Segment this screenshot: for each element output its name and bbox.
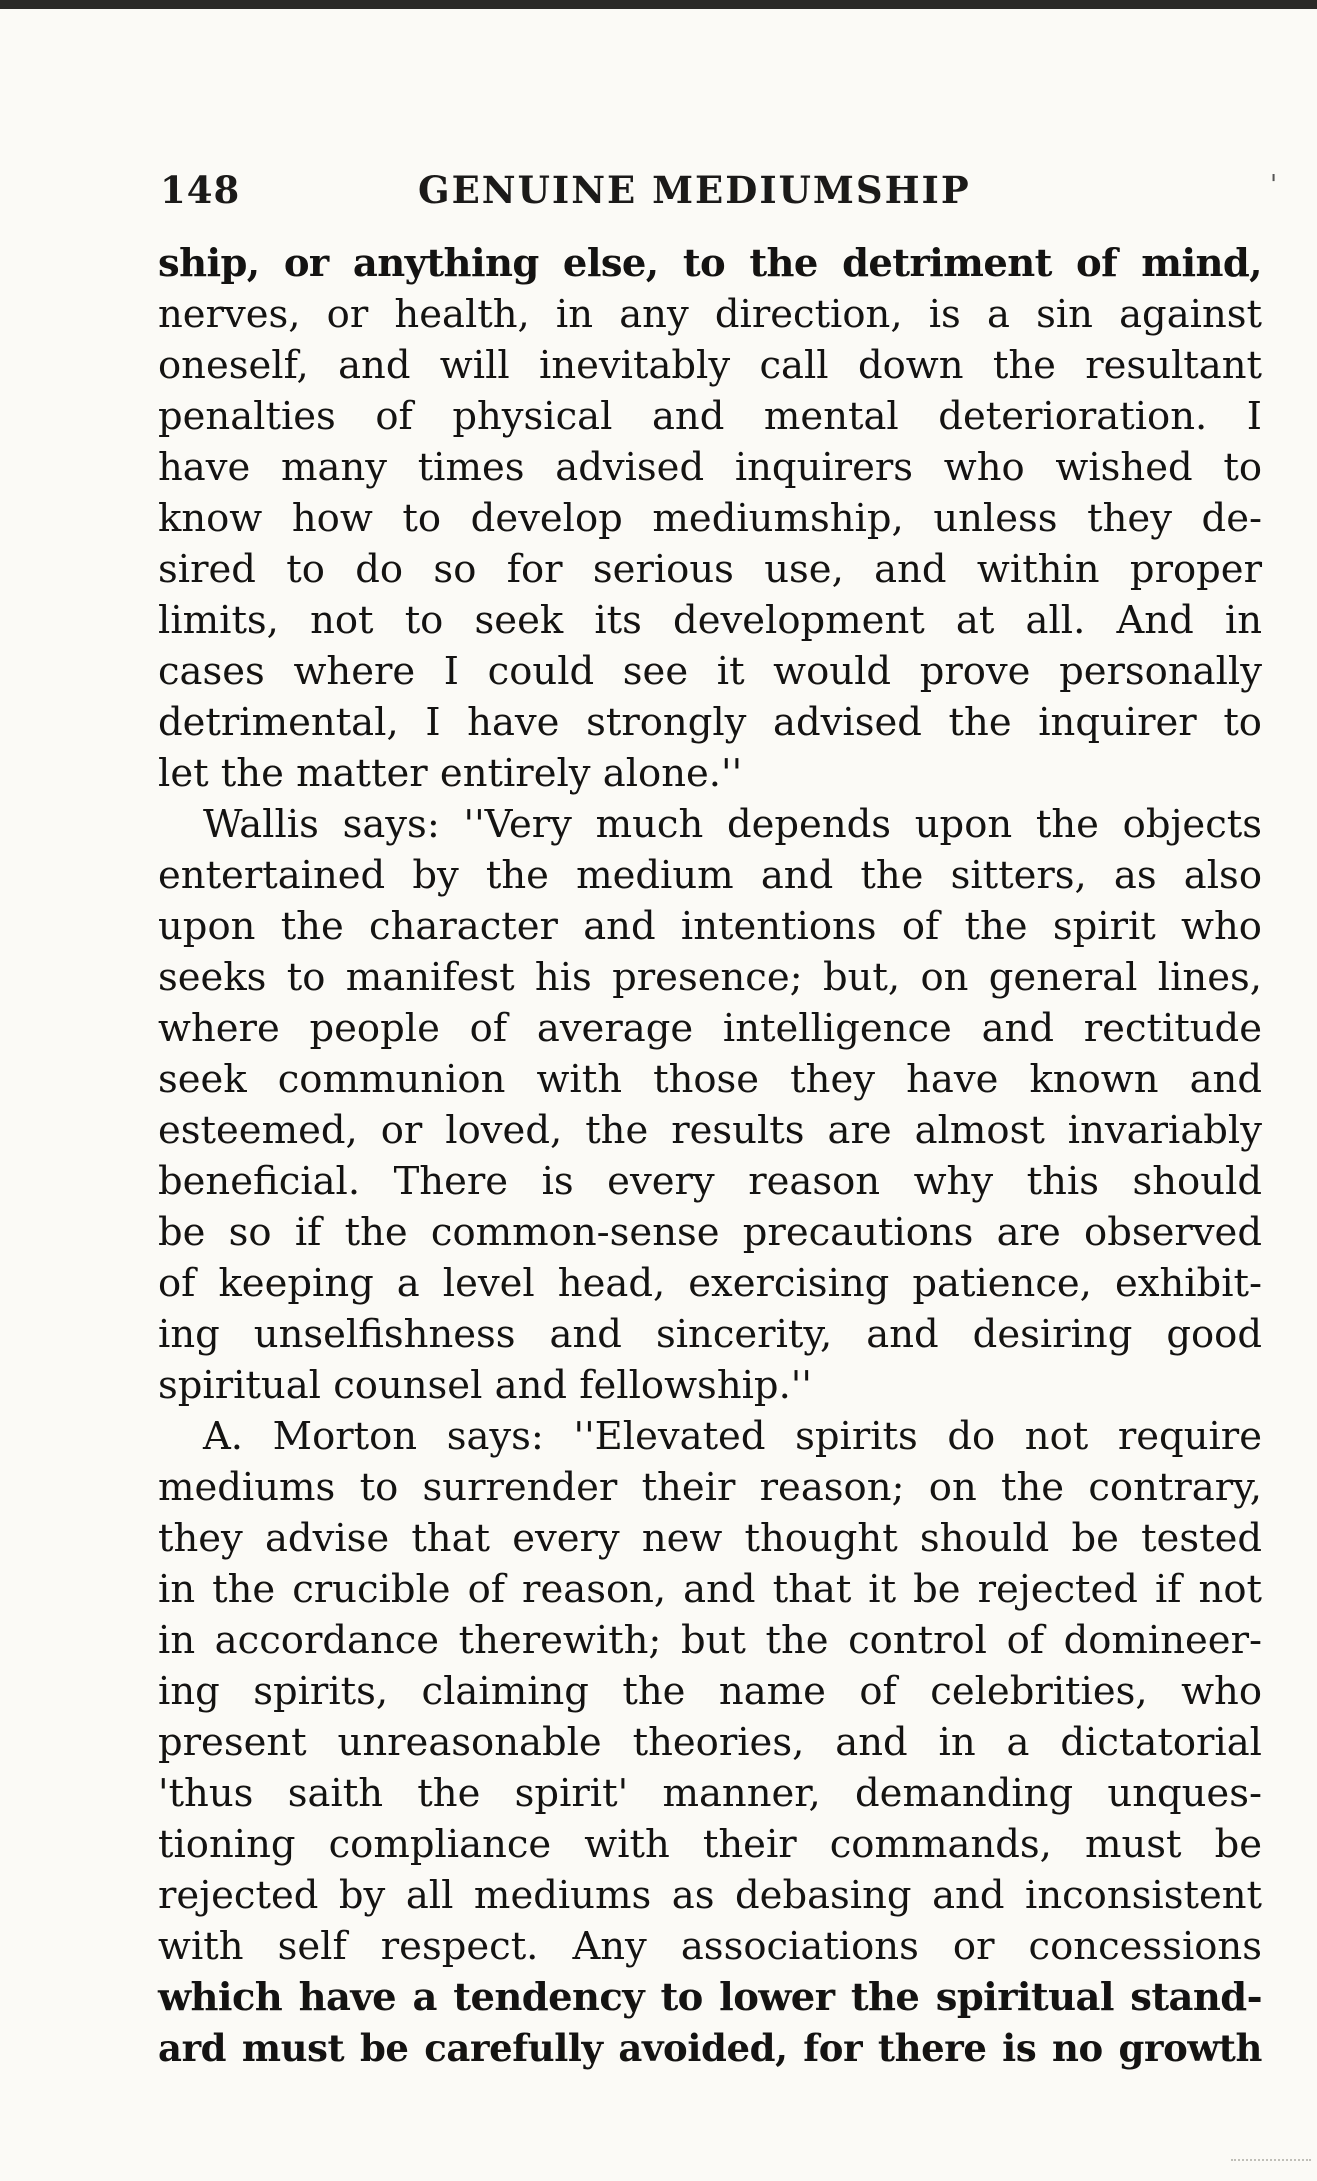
text-line: know how to develop mediumship, unless they de- (158, 496, 1262, 541)
text-line: seeks to manifest his presence; but, on general lines, (158, 955, 1262, 1000)
text-line: beneficial. There is every reason why this should (158, 1159, 1262, 1204)
text-line: upon the character and intentions of the spirit who (158, 904, 1262, 949)
text-line: with self respect. Any associations or concessions (158, 1924, 1262, 1969)
text-line: Wallis says: ''Very much depends upon the objects (203, 802, 1262, 847)
text-line: rejected by all mediums as debasing and inconsistent (158, 1873, 1262, 1918)
paragraph-1 (158, 238, 1262, 799)
text-line: 'thus saith the spirit' manner, demanding unques- (158, 1771, 1262, 1816)
text-line: esteemed, or loved, the results are almost invariably (158, 1108, 1262, 1153)
header-mark: ' (1270, 170, 1278, 200)
text-line: ing unselfishness and sincerity, and desiring good (158, 1312, 1262, 1357)
text-line: seek communion with those they have known and (158, 1057, 1262, 1102)
text-line: have many times advised inquirers who wished to (158, 445, 1262, 490)
text-line: be so if the common-sense precautions are observed (158, 1210, 1262, 1255)
text-line: tioning compliance with their commands, must be (158, 1822, 1262, 1867)
text-line: ing spirits, claiming the name of celebrities, who (158, 1669, 1262, 1714)
running-header (160, 166, 1278, 214)
paragraph-3 (158, 1411, 1262, 2074)
text-line: penalties of physical and mental deterioration. I (158, 394, 1262, 439)
text-line: detrimental, I have strongly advised the inquirer to (158, 700, 1262, 745)
text-line: in the crucible of reason, and that it be rejected if not (158, 1567, 1262, 1612)
paragraph-2 (158, 799, 1262, 1411)
text-line: limits, not to seek its development at all. And in (158, 598, 1262, 643)
text-line: nerves, or health, in any direction, is a sin against (158, 292, 1262, 337)
text-line: sired to do so for serious use, and within proper (158, 547, 1262, 592)
text-line: let the matter entirely alone.'' (158, 751, 743, 796)
page-number: 148 (160, 168, 241, 212)
text-line: entertained by the medium and the sitters, as also (158, 853, 1262, 898)
text-line: A. Morton says: ''Elevated spirits do not require (203, 1414, 1262, 1459)
text-line: mediums to surrender their reason; on the contrary, (158, 1465, 1262, 1510)
text-line: present unreasonable theories, and in a dictatorial (158, 1720, 1262, 1765)
text-line: ship, or anything else, to the detriment of mind, (158, 241, 1262, 286)
text-line: where people of average intelligence and rectitude (158, 1006, 1262, 1051)
text-line: oneself, and will inevitably call down the resultant (158, 343, 1262, 388)
text-line: ard must be carefully avoided, for there is no growth (158, 2026, 1262, 2070)
scan-artifact (1231, 2119, 1311, 2161)
body-text (158, 238, 1262, 2074)
running-title: GENUINE MEDIUMSHIP (418, 168, 971, 212)
text-line: cases where I could see it would prove personally (158, 649, 1262, 694)
text-line: of keeping a level head, exercising patience, exhibit- (158, 1261, 1262, 1306)
top-edge-rule (0, 0, 1317, 9)
text-line: in accordance therewith; but the control of domineer- (158, 1618, 1262, 1663)
text-line: they advise that every new thought should be tested (158, 1516, 1262, 1561)
text-line: spiritual counsel and fellowship.'' (158, 1363, 812, 1408)
text-line: which have a tendency to lower the spiritual stand- (158, 1975, 1262, 2020)
